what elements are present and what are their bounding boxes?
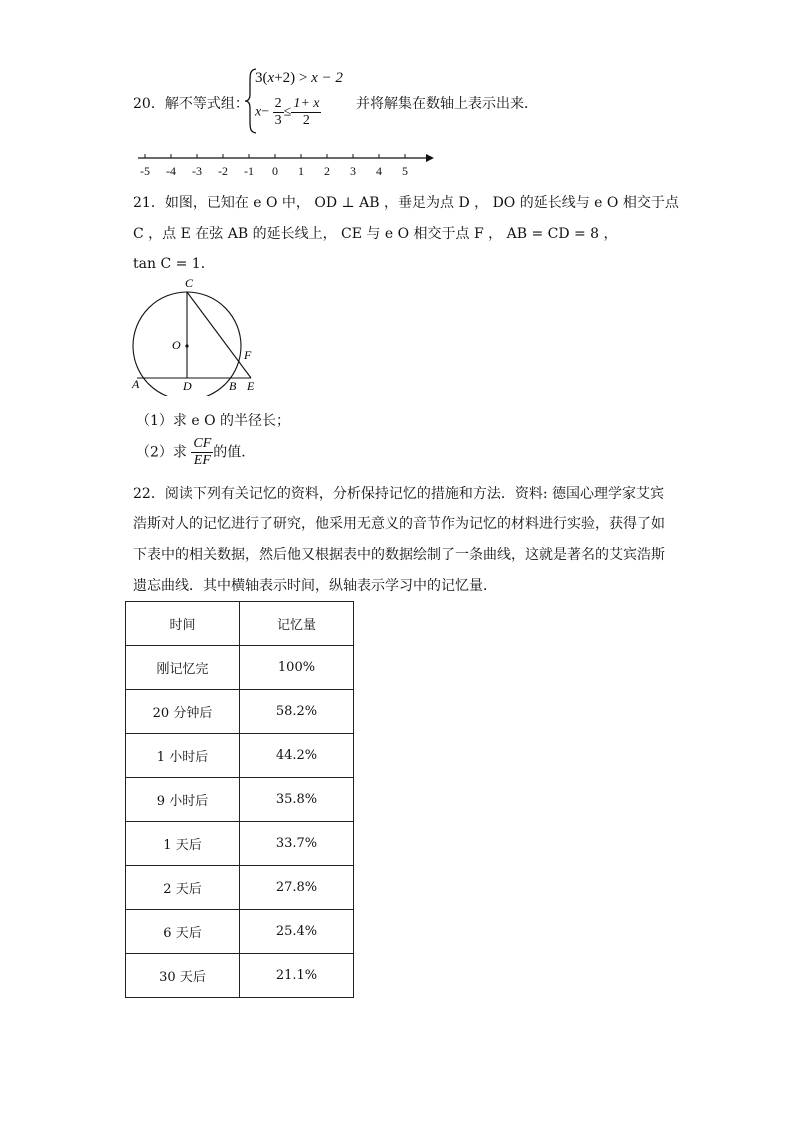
label-o: O [172, 338, 181, 352]
q20-intro: 解不等式组： [164, 96, 249, 112]
table-cell-time: 2 天后 [126, 866, 240, 910]
number-line-label: -3 [192, 164, 202, 178]
table-row [126, 734, 354, 778]
table-cell-memory: 58.2% [240, 690, 354, 734]
table-row [126, 822, 354, 866]
table-cell-memory: 33.7% [240, 822, 354, 866]
q21-fraction-cf-ef: $\frac{CF}{EF}$ [193, 436, 212, 468]
q22-line-3: 下表中的相关数据，然后他又根据表中的数据绘制了一条曲线，这就是著名的艾宾浩斯 [133, 547, 665, 563]
number-line-label: 1 [298, 164, 304, 178]
q21-part-2: （2）求 $\frac{CF}{EF}$ 的值． [136, 436, 256, 468]
table-cell-memory: 35.8% [240, 778, 354, 822]
table-cell-memory: 100% [240, 646, 354, 690]
q21-part-1: （1）求 e O 的半径长； [136, 413, 291, 429]
segment-ce [187, 292, 251, 378]
table-cell-time: 6 天后 [126, 910, 240, 954]
table-cell-time: 30 天后 [126, 954, 240, 998]
label-f: F [244, 348, 252, 362]
q20-number: 20． [133, 96, 165, 112]
q20-inequality-2: x− $\frac{2}{3}$ ≤ $\frac{1+ x}{2}$ [255, 96, 320, 128]
q22-line-4: 遗忘曲线．其中横轴表示时间，纵轴表示学习中的记忆量． [133, 578, 497, 594]
table-header-memory: 记忆量 [240, 602, 354, 646]
table-row [126, 778, 354, 822]
table-cell-time: 9 小时后 [126, 778, 240, 822]
q20-tail: 并将解集在数轴上表示出来． [356, 96, 538, 112]
table-cell-time: 20 分钟后 [126, 690, 240, 734]
table-row [126, 646, 354, 690]
memory-table [125, 601, 354, 998]
table-cell-memory: 27.8% [240, 866, 354, 910]
table-row [126, 866, 354, 910]
number-line-label: -2 [218, 164, 228, 178]
q21-figure [128, 276, 268, 396]
label-a: A [132, 377, 140, 391]
number-line-label: 4 [376, 164, 382, 178]
table-cell-memory: 21.1% [240, 954, 354, 998]
table-row [126, 954, 354, 998]
q20-number-intro [133, 93, 249, 113]
q20-fraction-rhs: $\frac{1+ x}{2}$ [293, 96, 320, 128]
number-line-label: 2 [324, 164, 330, 178]
label-d: D [183, 379, 192, 393]
q21-line-3: tan C = 1． [133, 256, 215, 272]
table-cell-memory: 44.2% [240, 734, 354, 778]
q20-number-line [130, 148, 440, 180]
q22-line-2: 浩斯对人的记忆进行了研究，他采用无意义的音节作为记忆的材料进行实验，获得了如 [133, 516, 665, 532]
label-c: C [185, 276, 194, 290]
label-b: B [229, 379, 237, 393]
table-cell-time: 刚记忆完 [126, 646, 240, 690]
table-row [126, 910, 354, 954]
table-cell-time: 1 小时后 [126, 734, 240, 778]
q21-line-1: 21．如图，已知在 e O 中， OD ⊥ AB ，垂足为点 D ， DO 的延长线与 e O 相交于点 [133, 195, 679, 211]
table-header-row [126, 602, 354, 646]
number-line-label: 0 [272, 164, 278, 178]
q22-line-1: 22．阅读下列有关记忆的资料，分析保持记忆的措施和方法．资料: 德国心理学家艾宾 [133, 486, 664, 502]
number-line-label: 3 [350, 164, 356, 178]
table-cell-memory: 25.4% [240, 910, 354, 954]
q21-line-2: C ，点 E 在弦 AB 的延长线上， CE 与 e O 相交于点 F ， AB = CD = 8 ， [133, 226, 618, 242]
table-cell-time: 1 天后 [126, 822, 240, 866]
q20-inequality-1: 3(x+2) > x − 2 [255, 70, 343, 86]
table-header-time: 时间 [126, 602, 240, 646]
label-e: E [247, 379, 255, 393]
table-row [126, 690, 354, 734]
number-line-label: -5 [140, 164, 150, 178]
number-line-label: 5 [402, 164, 408, 178]
number-line-label: -1 [244, 164, 254, 178]
center-point [185, 344, 188, 347]
number-line-label: -4 [166, 164, 176, 178]
q20-fraction-2-3: $\frac{2}{3}$ [274, 96, 282, 128]
